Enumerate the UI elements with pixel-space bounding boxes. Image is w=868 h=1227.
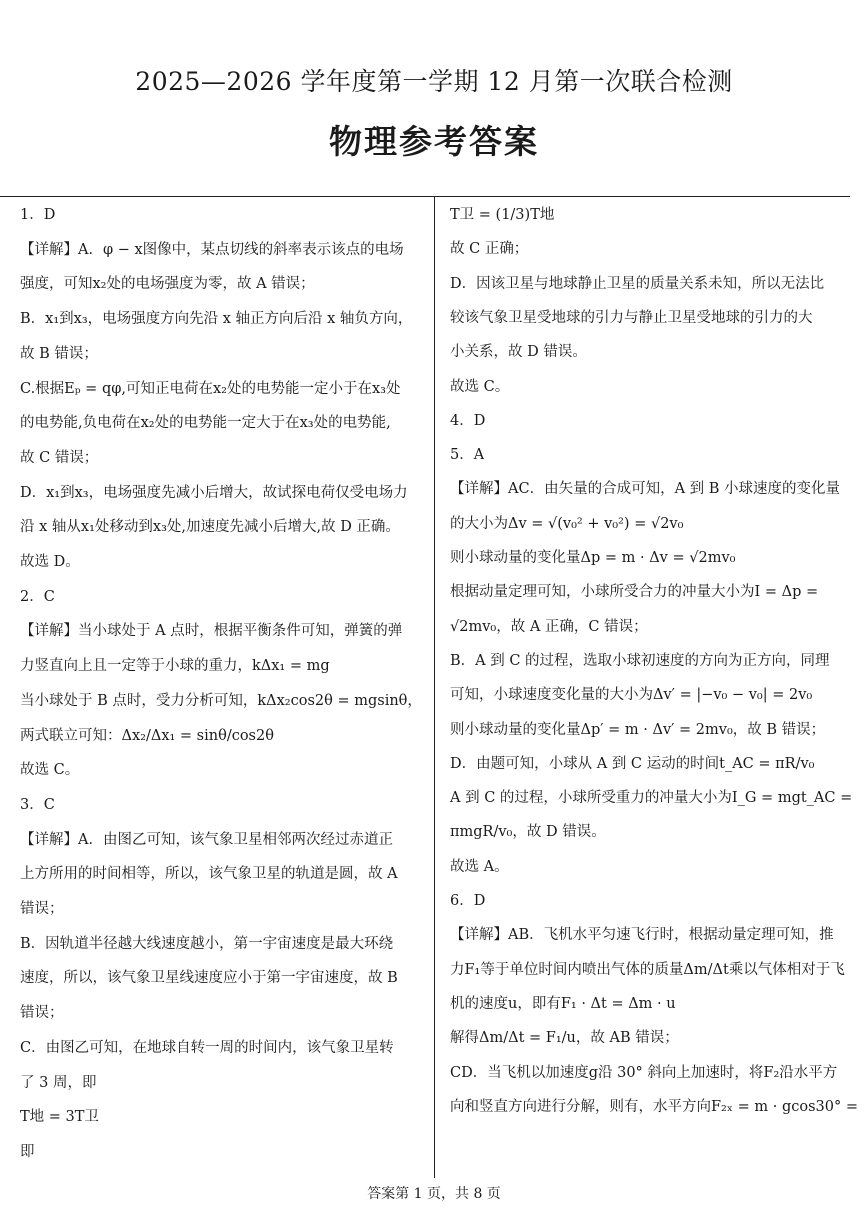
- text-line: 错误；: [20, 1005, 64, 1022]
- header-rule: [0, 196, 850, 197]
- page-main-title: 物理参考答案: [329, 122, 539, 161]
- text-line: 根据动量定理可知，小球所受合力的冲量大小为I = Δp =: [450, 584, 819, 601]
- text-line: 2．C: [20, 588, 55, 605]
- text-line: 【详解】AB．飞机水平匀速飞行时，根据动量定理可知，推: [450, 927, 834, 944]
- text-line: 沿 x 轴从x₁处移动到x₃处,加速度先减小后增大,故 D 正确。: [20, 519, 400, 536]
- text-line: B．x₁到x₃，电场强度方向先沿 x 轴正方向后沿 x 轴负方向，: [20, 311, 413, 328]
- text-line: 上方所用的时间相等，所以，该气象卫星的轨道是圆，故 A: [20, 866, 398, 883]
- text-line: 速度，所以，该气象卫星线速度应小于第一宇宙速度，故 B: [20, 970, 398, 987]
- text-line: 故 C 错误；: [20, 449, 99, 466]
- text-line: 【详解】当小球处于 A 点时，根据平衡条件可知，弹簧的弹: [20, 623, 403, 640]
- text-line: B．因轨道半径越大线速度越小，第一宇宙速度是最大环绕: [20, 935, 394, 952]
- text-line: 的电势能,负电荷在x₂处的电势能一定大于在x₃处的电势能,: [20, 415, 391, 432]
- text-line: 故选 A。: [450, 858, 509, 875]
- text-line: 4．D: [450, 412, 486, 429]
- text-line: 错误；: [20, 901, 64, 917]
- text-line: 5．A: [450, 447, 485, 464]
- text-line: 故选 C。: [450, 378, 510, 395]
- text-line: 故 B 错误；: [20, 345, 98, 362]
- text-line: 【详解】A．由图乙可知，该气象卫星相邻两次经过赤道正: [20, 831, 393, 848]
- text-line: 6．D: [450, 893, 486, 909]
- page-header-title: 2025—2026 学年度第一学期 12 月第一次联合检测: [135, 67, 733, 96]
- text-line: D．因该卫星与地球静止卫星的质量关系未知，所以无法比: [450, 275, 825, 292]
- text-line: 向和竖直方向进行分解，则有，水平方向F₂ₓ = m · gcos30° =: [450, 1098, 858, 1115]
- text-line: 两式联立可知：Δx₂/Δx₁ = sinθ/cos2θ: [20, 727, 274, 744]
- text-line: 则小球动量的变化量Δp′ = m · Δv′ = 2mv₀，故 B 错误；: [450, 721, 826, 738]
- text-line: C.根据Eₚ = qφ,可知正电荷在x₂处的电势能一定小于在x₃处: [20, 380, 401, 397]
- column-divider: [434, 196, 435, 1178]
- text-line: 即: [20, 1143, 35, 1160]
- text-line: 当小球处于 B 点时，受力分析可知，kΔx₂cos2θ = mgsinθ，: [20, 692, 422, 709]
- text-line: 则小球动量的变化量Δp = m · Δv = √2mv₀: [450, 550, 736, 566]
- text-line: 3．C: [20, 796, 55, 813]
- text-line: C．由图乙可知，在地球自转一周的时间内，该气象卫星转: [20, 1039, 394, 1056]
- text-line: B．A 到 C 的过程，选取小球初速度的方向为正方向，同理: [450, 652, 830, 669]
- text-line: 的大小为Δv = √(v₀² + v₀²) = √2v₀: [450, 515, 684, 532]
- text-line: 较该气象卫星受地球的引力与静止卫星受地球的引力的大: [450, 309, 813, 326]
- text-line: T卫 = (1/3)T地: [450, 207, 555, 223]
- text-line: √2mv₀，故 A 正确，C 错误；: [450, 618, 648, 635]
- text-line: CD．当飞机以加速度g沿 30° 斜向上加速时，将F₂沿水平方: [450, 1064, 838, 1081]
- text-line: D．由题可知，小球从 A 到 C 运动的时间t_AC = πR/v₀: [450, 755, 815, 772]
- text-line: 小关系，故 D 错误。: [450, 344, 587, 361]
- page-footer: 答案第 1 页，共 8 页: [367, 1186, 501, 1202]
- text-line: 了 3 周，即: [20, 1074, 97, 1091]
- text-line: A 到 C 的过程，小球所受重力的冲量大小为I_G = mgt_AC =: [450, 790, 853, 807]
- text-line: 【详解】A．φ − x图像中，某点切线的斜率表示该点的电场: [20, 241, 404, 258]
- text-line: 1．D: [20, 207, 56, 223]
- text-line: 【详解】AC．由矢量的合成可知，A 到 B 小球速度的变化量: [450, 481, 841, 498]
- text-line: D．x₁到x₃，电场强度先减小后增大，故试探电荷仅受电场力: [20, 484, 408, 501]
- text-line: πmgR/v₀，故 D 错误。: [450, 824, 606, 841]
- text-line: 强度，可知x₂处的电场强度为零，故 A 错误；: [20, 276, 315, 293]
- text-line: 解得Δm/Δt = F₁/u，故 AB 错误；: [450, 1030, 679, 1047]
- text-line: 机的速度u，即有F₁ · Δt = Δm · u: [450, 995, 676, 1012]
- text-line: 故选 D。: [20, 554, 80, 570]
- text-line: T地 = 3T卫: [20, 1109, 99, 1126]
- text-line: 力F₁等于单位时间内喷出气体的质量Δm/Δt乘以气体相对于飞: [450, 961, 845, 978]
- text-line: 可知，小球速度变化量的大小为Δv′ = |−v₀ − v₀| = 2v₀: [450, 687, 813, 704]
- text-line: 力竖直向上且一定等于小球的重力，kΔx₁ = mg: [20, 658, 330, 675]
- text-line: 故选 C。: [20, 762, 80, 779]
- text-line: 故 C 正确；: [450, 241, 529, 258]
